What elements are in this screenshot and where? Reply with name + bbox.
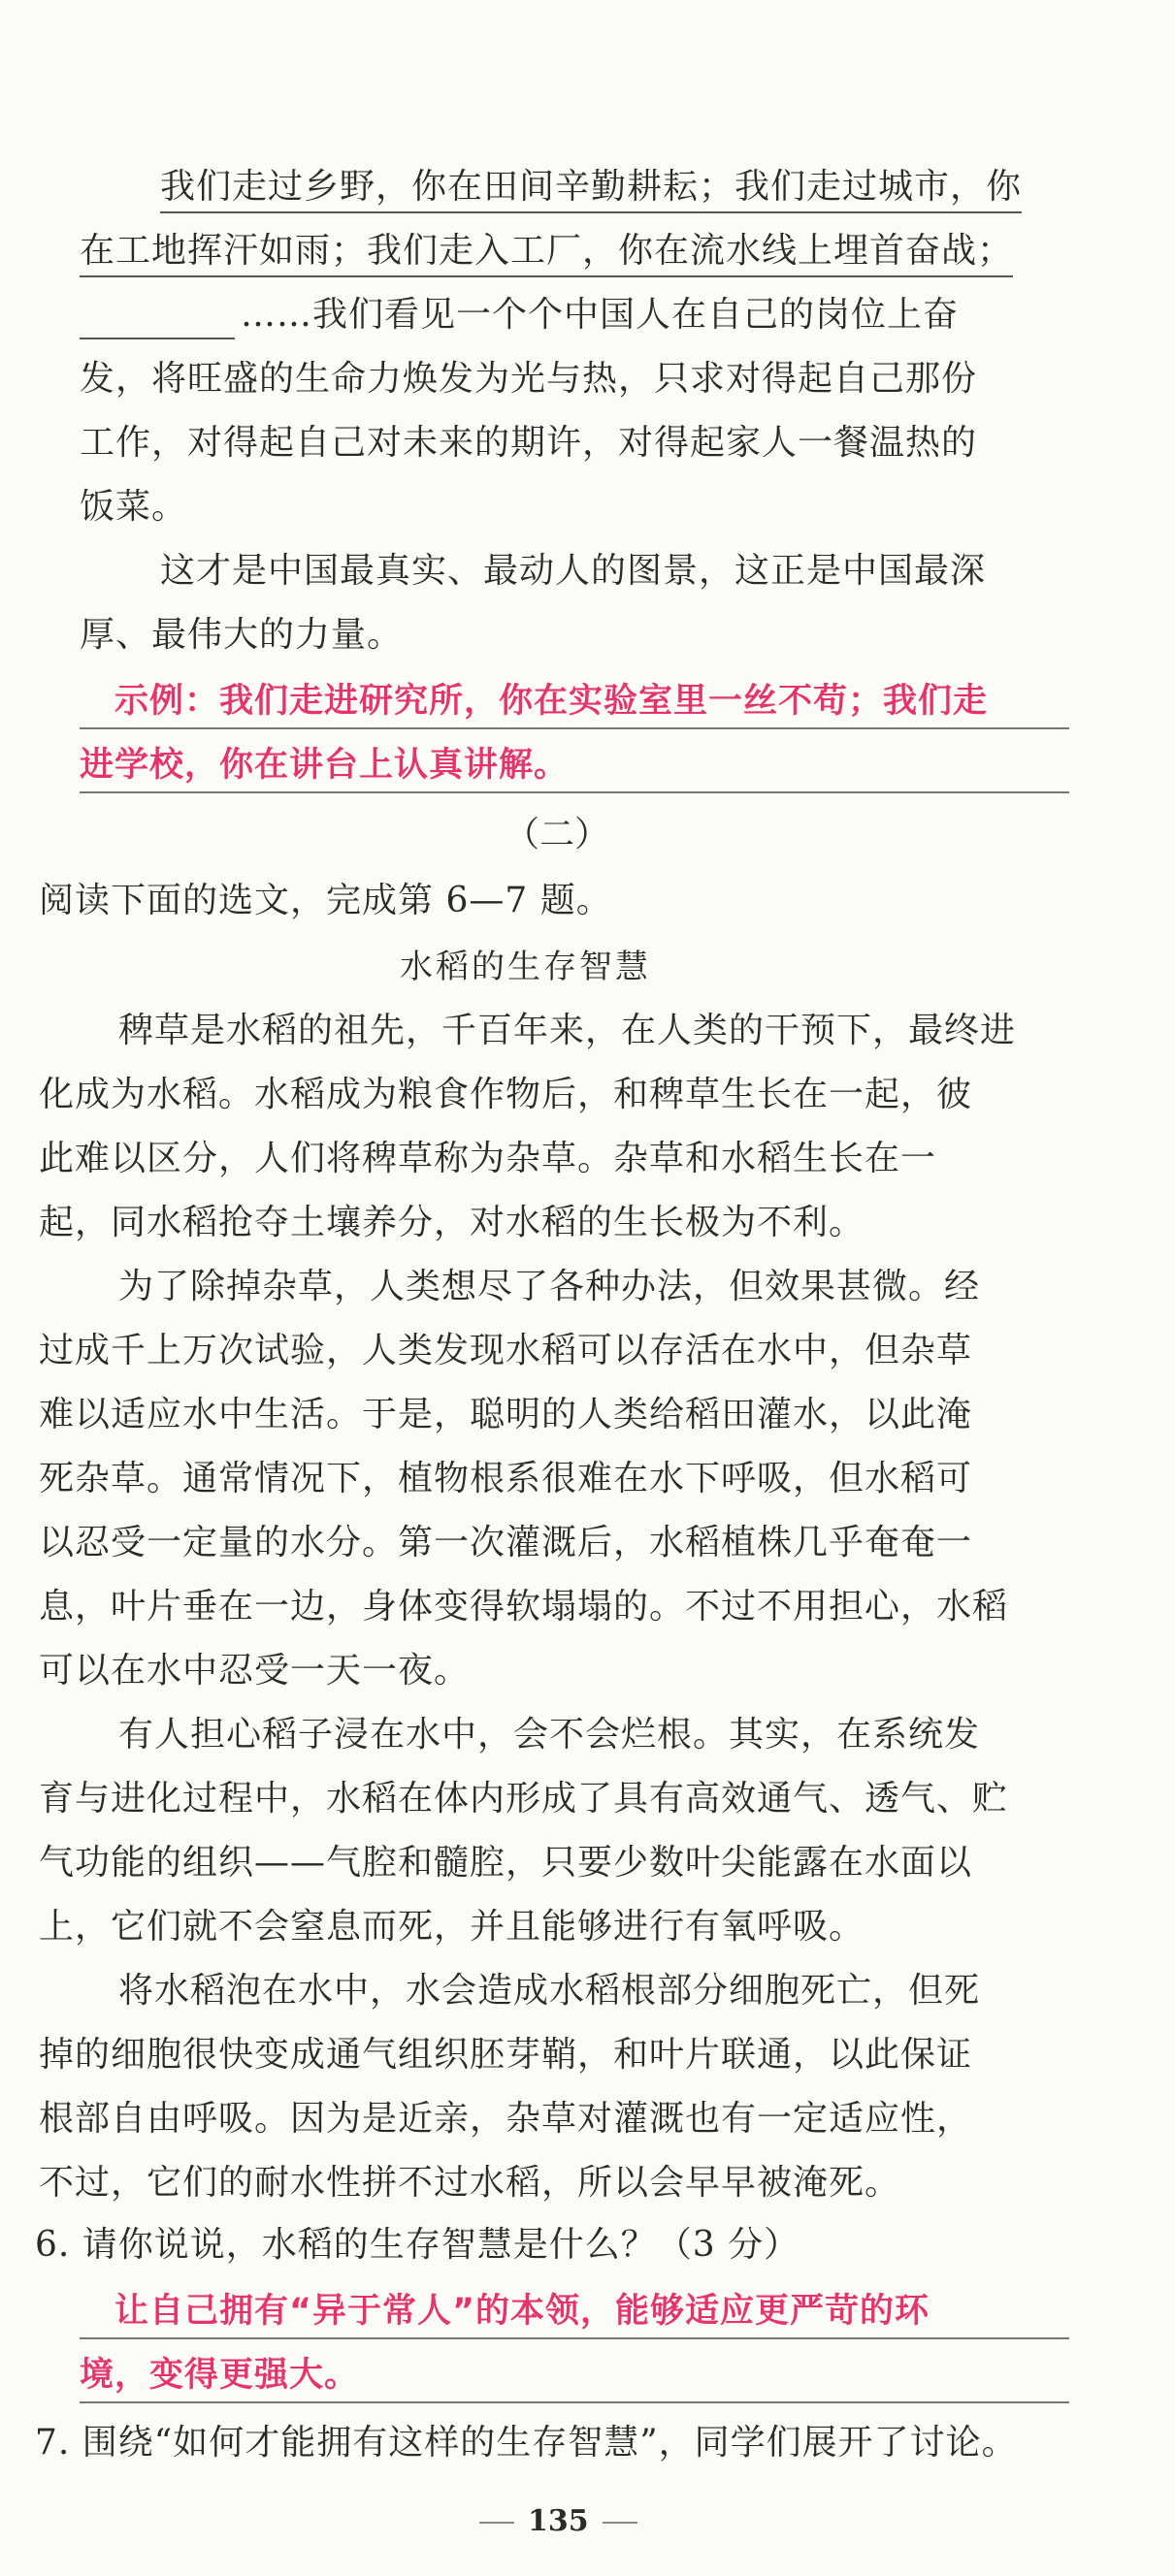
article-line: 育与进化过程中，水稻在体内形成了具有高效通气、透气、贮: [39, 1779, 1009, 1819]
footer-dash-left: [479, 2522, 514, 2524]
question-7: 7. 围绕“如何才能拥有这样的生存智慧”，同学们展开了讨论。: [35, 2423, 1018, 2463]
section-heading: （二）: [505, 815, 610, 854]
article-line: 为了除掉杂草，人类想尽了各种办法，但效果甚微。经: [118, 1267, 981, 1306]
article-line: 可以在水中忍受一天一夜。: [39, 1651, 471, 1690]
article-line: 稗草是水稻的祖先，千百年来，在人类的干预下，最终进: [118, 1011, 1017, 1050]
article-line: 有人担心稻子浸在水中，会不会烂根。其实，在系统发: [118, 1715, 981, 1755]
page-number: 135: [528, 2504, 589, 2538]
article-line: 上，它们就不会窒息而死，并且能够进行有氧呼吸。: [39, 1907, 865, 1947]
answer-rule: [80, 2337, 1069, 2339]
passage-line-underlined: 我们走过乡野，你在田间辛勤耕耘；我们走过城市，你: [160, 165, 1022, 213]
passage-line: 工作，对得起自己对未来的期许，对得起家人一餐温热的: [80, 423, 978, 463]
article-line: 不过，它们的耐水性拼不过水稻，所以会早早被淹死。: [39, 2163, 901, 2203]
article-line: 此难以区分，人们将稗草称为杂草。杂草和水稻生长在一: [39, 1139, 937, 1178]
passage-line: 发，将旺盛的生命力焕发为光与热，只求对得起自己那份: [80, 359, 978, 399]
answer-rule: [80, 2401, 1069, 2403]
article-line: 将水稻泡在水中，水会造成水稻根部分细胞死亡，但死: [118, 1971, 981, 2011]
handwritten-answer: 进学校，你在讲台上认真讲解。: [80, 746, 570, 785]
article-line: 难以适应水中生活。于是，聪明的人类给稻田灌水，以此淹: [39, 1395, 973, 1434]
passage-line: ……我们看见一个个中国人在自己的岗位上奋: [241, 295, 960, 335]
answer-rule: [80, 727, 1069, 729]
question-6: 6. 请你说说，水稻的生存智慧是什么？（3 分）: [35, 2225, 800, 2265]
page-footer: [466, 2504, 651, 2539]
handwritten-answer: 示例：我们走进研究所，你在实验室里一丝不苟；我们走: [114, 682, 989, 721]
article-line: 根部自由呼吸。因为是近亲，杂草对灌溉也有一定适应性，: [39, 2099, 973, 2139]
reading-instruction: 阅读下面的选文，完成第 6—7 题。: [39, 881, 612, 920]
article-line: 化成为水稻。水稻成为粮食作物后，和稗草生长在一起，彼: [39, 1075, 973, 1114]
article-line: 起，同水稻抢夺土壤养分，对水稻的生长极为不利。: [39, 1203, 865, 1242]
article-line: 息，叶片垂在一边，身体变得软塌塌的。不过不用担心，水稻: [39, 1587, 1009, 1626]
answer-rule: [80, 791, 1069, 793]
article-line: 气功能的组织——气腔和髓腔，只要少数叶尖能露在水面以: [39, 1843, 973, 1883]
passage-line-underlined: 在工地挥汗如雨；我们走入工厂，你在流水线上埋首奋战；: [80, 229, 1013, 277]
article-line: 以忍受一定量的水分。第一次灌溉后，水稻植株几乎奄奄一: [39, 1523, 973, 1562]
article-line: 死杂草。通常情况下，植物根系很难在水下呼吸，但水稻可: [39, 1459, 973, 1498]
handwritten-answer: 境，变得更强大。: [80, 2356, 360, 2395]
passage-line: 这才是中国最真实、最动人的图景，这正是中国最深: [160, 551, 987, 591]
handwritten-answer: 让自己拥有“异于常人”的本领，能够适应更严苛的环: [114, 2292, 930, 2331]
passage-line: 厚、最伟大的力量。: [80, 615, 404, 655]
fill-in-blank-line: [80, 338, 235, 339]
footer-dash-right: [603, 2522, 637, 2524]
article-title: 水稻的生存智慧: [400, 948, 651, 986]
article-line: 过成千上万次试验，人类发现水稻可以存活在水中，但杂草: [39, 1331, 973, 1370]
article-line: 掉的细胞很快变成通气组织胚芽鞘，和叶片联通，以此保证: [39, 2035, 973, 2075]
passage-line: 饭菜。: [80, 487, 188, 527]
